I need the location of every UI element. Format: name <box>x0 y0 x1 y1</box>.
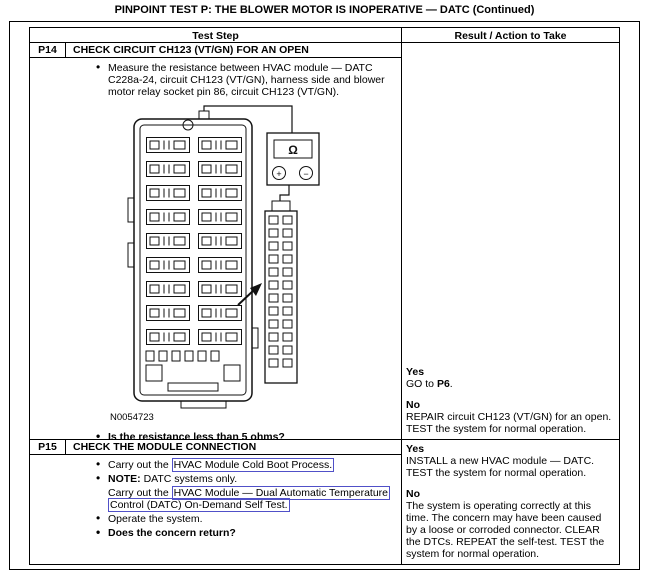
p15-no-label: No <box>406 488 420 500</box>
p15-instruction-cold-boot <box>94 459 391 471</box>
p15-instruction-operate: • Operate the system. <box>94 513 391 525</box>
figure-label: N0054723 <box>110 412 154 423</box>
p15-note <box>94 473 391 485</box>
p15-question: • Does the concern return? <box>94 527 391 539</box>
column-header-result: Result / Action to Take <box>454 30 567 42</box>
p15-no-action: The system is operating correctly at this time. The concern may have been caused by a loose or corroded connector. CLEAR the DTCs. REPEAT the self-test. TEST the system for normal operation. <box>406 500 605 560</box>
p15-step-id: P15 <box>30 440 66 454</box>
hvac-cold-boot-link[interactable]: HVAC Module Cold Boot Process. <box>173 459 333 471</box>
p15-test-step-cell <box>30 440 402 564</box>
p14-yes-label: Yes <box>406 366 425 378</box>
p15-instruction-self-test <box>94 487 391 511</box>
ohm-symbol: Ω <box>288 143 298 157</box>
p15-yes-label: Yes <box>406 443 425 455</box>
p14-result-cell <box>402 43 619 439</box>
plus-symbol: + <box>276 169 282 179</box>
p14-yes-action-text: GO to <box>406 378 437 390</box>
p14-yes-result <box>406 366 615 390</box>
p14-yes-action-period: . <box>449 378 453 390</box>
p14-no-result <box>406 399 615 435</box>
p14-no-action: REPAIR circuit CH123 (VT/GN) for an open. TEST the system for normal operation. <box>406 411 612 435</box>
test-step-row-p15 <box>30 439 619 564</box>
p14-instructions <box>30 58 401 100</box>
minus-symbol: − <box>303 169 309 179</box>
p14-no-label: No <box>406 399 420 411</box>
p15-no-result <box>406 488 615 560</box>
ohmmeter-icon <box>267 133 319 185</box>
document-frame <box>9 21 640 570</box>
p15-note-label: NOTE: <box>108 473 141 485</box>
test-step-row-p14 <box>30 43 619 443</box>
p14-step-id: P14 <box>30 43 66 57</box>
table-header-row <box>30 28 619 43</box>
connector-icon <box>265 201 297 383</box>
p14-test-step-cell <box>30 43 402 443</box>
page-title: PINPOINT TEST P: THE BLOWER MOTOR IS INOPERATIVE — DATC (Continued) <box>114 4 535 16</box>
datc-self-test-link[interactable]: HVAC Module — Dual Automatic Temperature Control (DATC) On-Demand Self Test. <box>110 487 388 511</box>
p14-header-band <box>30 43 401 58</box>
p15-note-text: DATC systems only. <box>140 473 238 485</box>
p15-yes-result <box>406 443 615 479</box>
p14-yes-action <box>406 378 615 390</box>
fuse-panel-diagram <box>126 103 356 411</box>
p15-step2-text: Carry out the <box>108 487 172 499</box>
fuse-box-icon <box>128 111 258 408</box>
p15-instructions <box>30 455 401 541</box>
pinpoint-test-table <box>29 27 620 565</box>
p15-step1-text: Carry out the <box>108 459 172 471</box>
p14-step-title: CHECK CIRCUIT CH123 (VT/GN) FOR AN OPEN <box>73 44 309 56</box>
p15-step-title: CHECK THE MODULE CONNECTION <box>73 441 257 453</box>
p14-figure <box>110 103 401 424</box>
column-header-test-step: Test Step <box>30 28 402 42</box>
p14-instruction-measure: • Measure the resistance between HVAC module — DATC C228a-24, circuit CH123 (VT/GN), harness side and blower motor relay socket pin 86, circuit CH123 (VT/GN). <box>94 62 391 98</box>
p15-yes-action: INSTALL a new HVAC module — DATC. TEST the system for normal operation. <box>406 455 595 479</box>
p15-result-cell <box>402 440 619 564</box>
p14-question: • Is the resistance less than 5 ohms? <box>94 431 391 443</box>
p14-yes-step-ref: P6 <box>436 378 450 390</box>
